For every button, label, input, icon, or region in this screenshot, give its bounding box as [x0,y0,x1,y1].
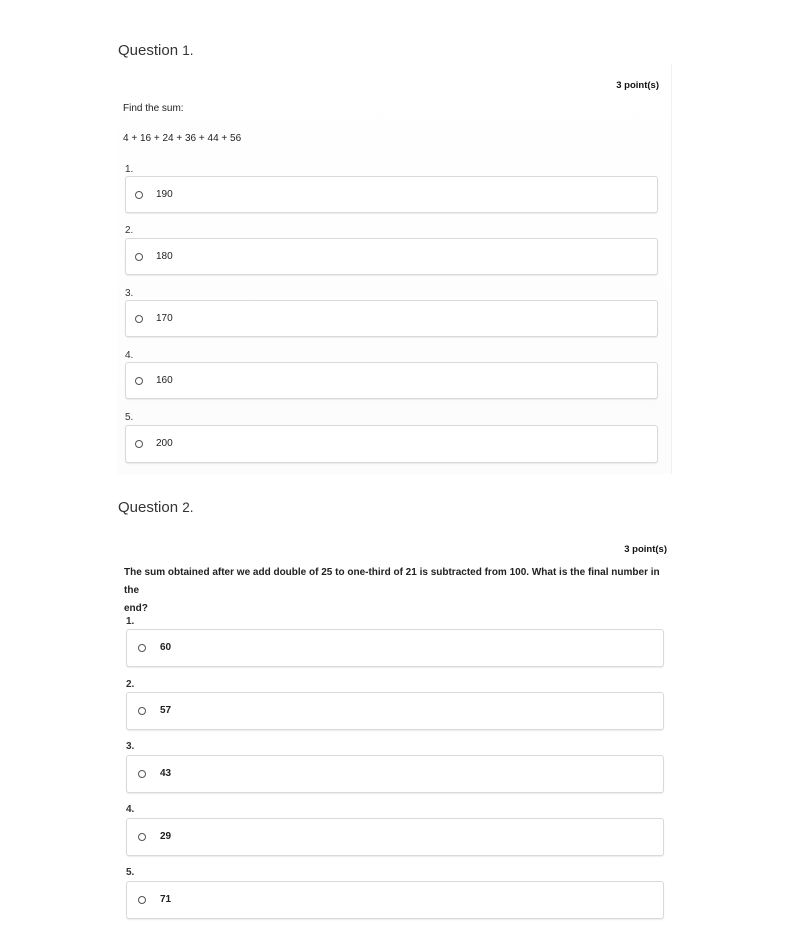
q1-option-3-number: 3. [125,288,134,299]
question-1-heading-label: Question [118,42,179,59]
q1-option-2-label: 180 [156,251,173,262]
q2-option-1-number: 1. [126,616,135,627]
q2-option-3-label: 43 [160,768,172,779]
q2-option-5-radio[interactable] [138,896,146,904]
q2-option-5-label: 71 [160,894,172,905]
question-2-heading-label: Question [118,499,179,516]
question-2-text-line2: end? [124,603,148,614]
question-1-text-line1: Find the sum: [123,103,184,114]
q1-option-1-label: 190 [156,189,173,200]
question-2-panel [117,530,677,925]
q2-option-2-label: 57 [160,705,172,716]
question-2-number: 2. [182,500,194,515]
question-1-expression: 4 + 16 + 24 + 36 + 44 + 56 [123,133,242,144]
q2-option-4-number: 4. [126,804,135,815]
q2-option-5[interactable] [126,881,664,919]
q1-option-1-radio[interactable] [135,191,143,199]
q2-option-2-number: 2. [126,679,135,690]
q2-option-1-label: 60 [160,642,172,653]
question-1-number: 1. [182,43,194,58]
q2-option-2[interactable] [126,692,664,730]
q1-option-2-number: 2. [125,225,134,236]
q1-option-5-number: 5. [125,412,134,423]
q2-option-4-label: 29 [160,831,172,842]
q1-option-5-label: 200 [156,438,173,449]
question-1-panel [117,64,672,474]
q1-option-3-radio[interactable] [135,315,143,323]
q1-option-1-number: 1. [125,164,134,175]
q1-option-4-radio[interactable] [135,377,143,385]
q1-option-4-number: 4. [125,350,134,361]
q1-option-5[interactable] [125,425,658,463]
q2-option-4[interactable] [126,818,664,856]
q1-option-5-radio[interactable] [135,440,143,448]
q1-option-3[interactable] [125,300,658,337]
q2-option-1[interactable] [126,629,664,667]
question-1-text [123,100,241,148]
q2-option-2-radio[interactable] [138,707,146,715]
q2-option-3[interactable] [126,755,664,793]
q2-option-3-radio[interactable] [138,770,146,778]
question-2-heading [118,499,193,516]
question-1-heading [118,42,193,59]
q2-option-5-number: 5. [126,867,135,878]
q2-option-1-radio[interactable] [138,644,146,652]
q2-option-4-radio[interactable] [138,833,146,841]
q1-option-3-label: 170 [156,313,173,324]
q1-option-4-label: 160 [156,375,173,386]
q1-option-4[interactable] [125,362,658,399]
q1-option-1[interactable] [125,176,658,213]
question-1-points: 3 point(s) [616,80,659,91]
question-2-text [124,564,669,618]
q1-option-2-radio[interactable] [135,253,143,261]
question-2-points: 3 point(s) [624,544,667,555]
question-2-text-line1: The sum obtained after we add double of 25 to one-third of 21 is subtracted from 100. What is the final number in the [124,567,660,596]
q1-option-2[interactable] [125,238,658,275]
q2-option-3-number: 3. [126,741,135,752]
